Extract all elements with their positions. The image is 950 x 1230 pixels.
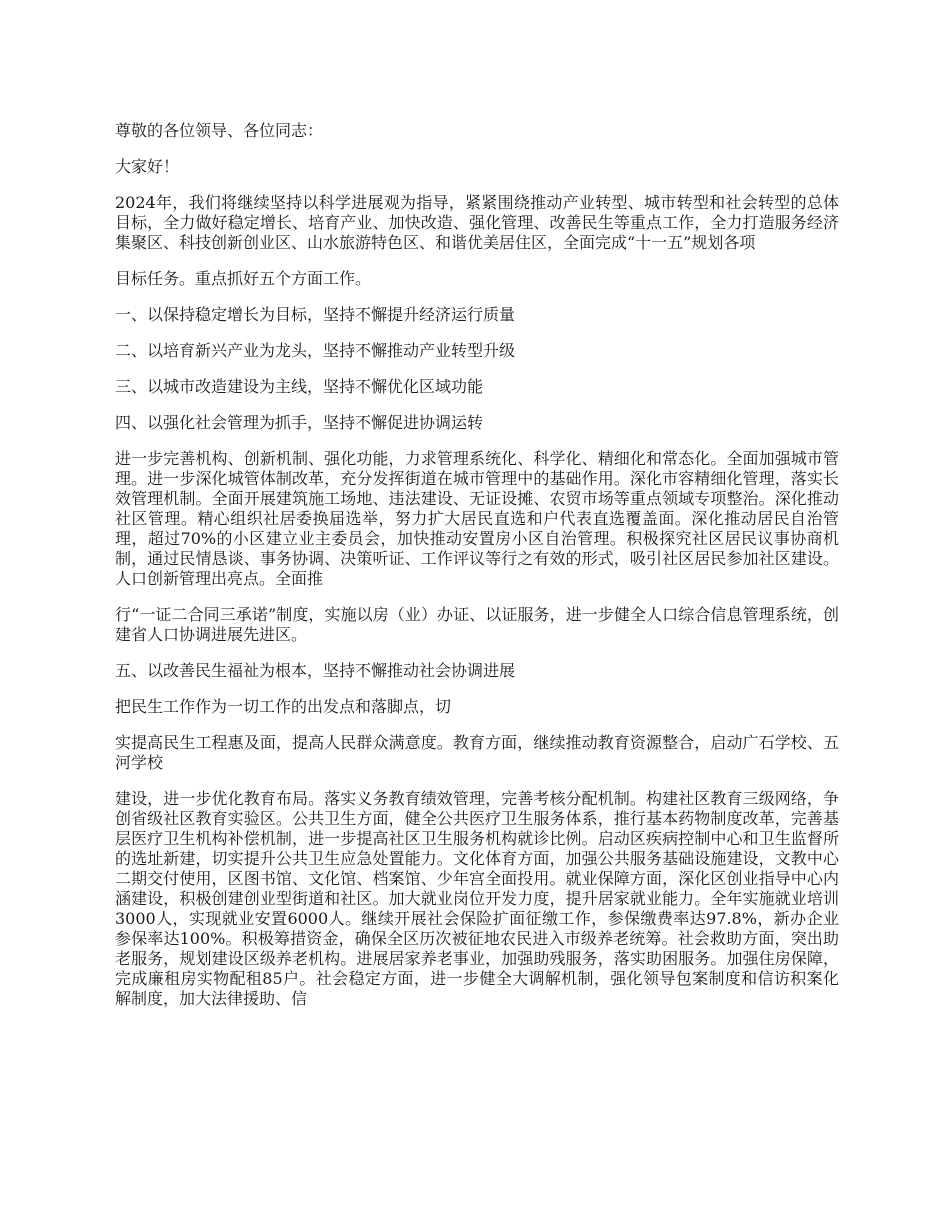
section-heading-1: 一、以保持稳定增长为目标，坚持不懈提升经济运行质量 bbox=[115, 305, 516, 324]
section-4-body: 进一步完善机构、创新机制、强化功能，力求管理系统化、科学化、精细化和常态化。全面加强城市管理。进一步深化城管体制改革，充分发挥街道在城市管理中的基础作用。深化市容精细化管理，落实长效管理机制。全面开展建筑施工场地、违法建设、无证设摊、农贸市场等重点领域专项整治。深化推动社区管理。精心组织社居委换届选举，努力扩大居民直选和户代表直选覆盖面。深化推动居民自治管理，超过70%的小区建立业主委员会，加快推动安置房小区自治管理。积极探究社区居民议事协商机制，通过民情恳谈、事务协调、决策听证、工作评议等行之有效的形式，吸引社区居民参加社区建设。人口创新管理出亮点。全面推 bbox=[115, 449, 839, 588]
section-heading-5: 五、以改善民生福祉为根本，坚持不懈推动社会协调进展 bbox=[115, 661, 516, 680]
salutation: 尊敬的各位领导、各位同志： bbox=[115, 121, 324, 140]
section-5-body: 建设，进一步优化教育布局。落实义务教育绩效管理，完善考核分配机制。构建社区教育三级网络，争创省级社区教育实验区。公共卫生方面，健全公共医疗卫生服务体系，推行基本药物制度改革，完善基层医疗卫生机构补偿机制，进一步提高社区卫生服务机构就诊比例。启动区疾病控制中心和卫生监督所的选址新建，切实提升公共卫生应急处置能力。文化体育方面，加强公共服务基础设施建设，文教中心二期交付使用，区图书馆、文化馆、档案馆、少年宫全面投用。就业保障方面，深化区创业指导中心内涵建设，积极创建创业型街道和社区。加大就业岗位开发力度，提升居家就业能力。全年实施就业培训3000人，实现就业安置6000人。继续开展社会保险扩面征缴工作，参保缴费率达97.8%，新办企业参保率达100%。积极筹措资金，确保全区历次被征地农民进入市级养老统筹。社会救助方面，突出助老服务，规划建设区级养老机构。进展居家养老事业，加强助残服务，落实助困服务。加强住房保障，完成廉租房实物配租85户。社会稳定方面，进一步健全大调解机制，强化领导包案制度和信访积案化解制度，加大法律援助、信 bbox=[115, 789, 839, 1008]
section-heading-2: 二、以培育新兴产业为龙头，坚持不懈推动产业转型升级 bbox=[115, 341, 516, 360]
section-heading-4: 四、以强化社会管理为抓手，坚持不懈促进协调运转 bbox=[115, 413, 484, 432]
greeting: 大家好！ bbox=[115, 157, 180, 176]
intro-paragraph-continued: 目标任务。重点抓好五个方面工作。 bbox=[115, 269, 372, 288]
document-page bbox=[115, 121, 839, 1009]
intro-paragraph: 2024年，我们将继续坚持以科学进展观为指导，紧紧围绕推动产业转型、城市转型和社会转型的总体目标，全力做好稳定增长、培育产业、加快改造、强化管理、改善民生等重点工作，全力打造服务经济集聚区、科技创新创业区、山水旅游特色区、和谐优美居住区，全面完成“十一五”规划各项 bbox=[115, 193, 839, 252]
section-4-body-continued: 行“一证二合同三承诺”制度，实施以房（业）办证、以证服务，进一步健全人口综合信息管理系统，创建省人口协调进展先进区。 bbox=[115, 605, 839, 644]
section-5-intro: 把民生工作作为一切工作的出发点和落脚点，切 bbox=[115, 697, 452, 716]
section-heading-3: 三、以城市改造建设为主线，坚持不懈优化区域功能 bbox=[115, 377, 484, 396]
section-5-education: 实提高民生工程惠及面，提高人民群众满意度。教育方面，继续推动教育资源整合，启动广石学校、五河学校 bbox=[115, 733, 839, 772]
